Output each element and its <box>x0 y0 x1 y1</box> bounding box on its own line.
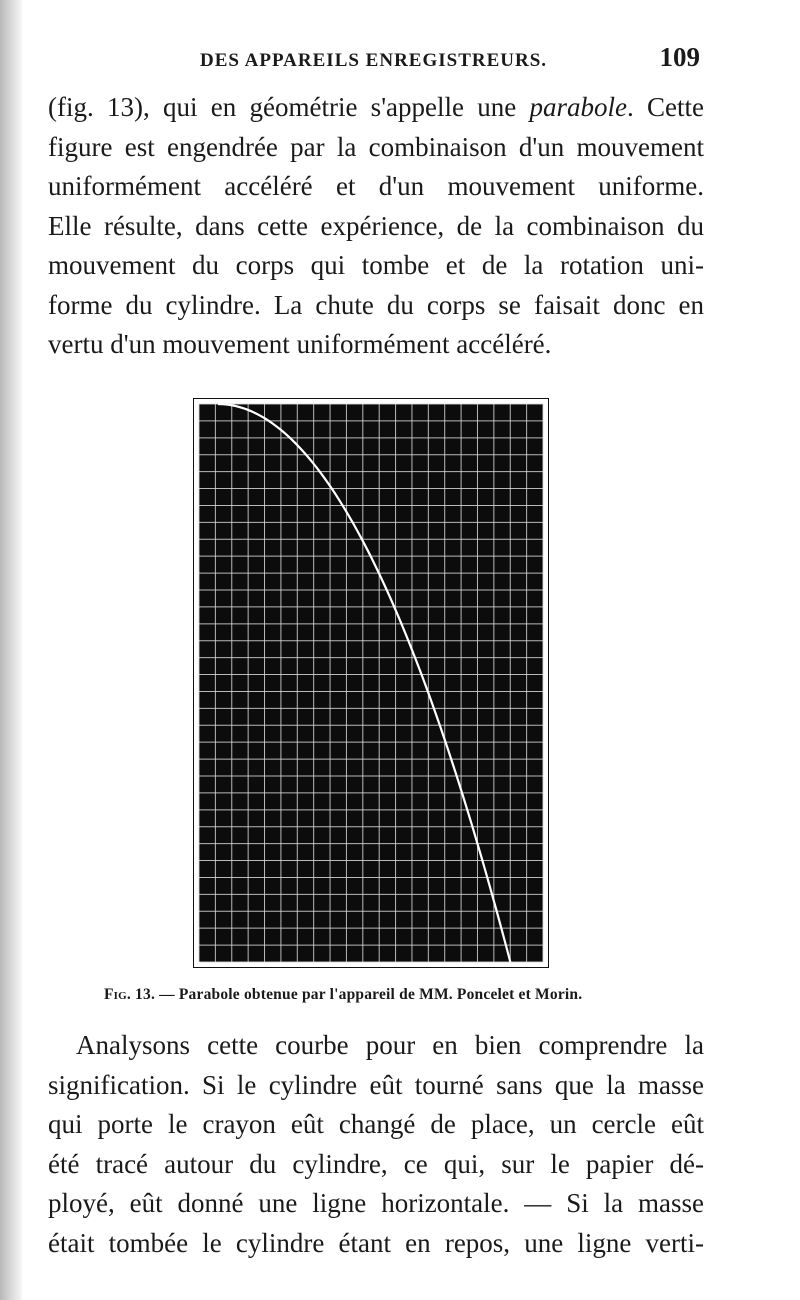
emphasis-parabole: parabole <box>529 92 628 122</box>
running-head <box>200 44 700 84</box>
figure-label: Fig. 13. <box>104 986 156 1003</box>
text-line: figure est engendrée par la combinaison d'un mouvement <box>48 131 704 162</box>
paragraph-2 <box>48 1026 704 1263</box>
text-line: été tracé autour du cylindre, ce qui, sur le papier dé- <box>48 1148 704 1179</box>
figure-background <box>199 404 543 962</box>
text-line: vertu d'un mouvement uniformément accéléré. <box>48 329 552 359</box>
text-line: forme du cylindre. La chute du corps se faisait donc en <box>48 289 704 320</box>
parabola-plot <box>193 398 549 968</box>
page-number: 109 <box>659 42 700 72</box>
text-line: signification. Si le cylindre eût tourné sans que la masse <box>48 1069 704 1100</box>
caption-text: — Parabole obtenue par l'appareil de MM. Poncelet et Morin. <box>159 986 583 1003</box>
figure-caption <box>104 986 582 1004</box>
figure-13-parabola <box>193 398 549 968</box>
text-line: Elle résulte, dans cette expérience, de la combinaison du <box>48 210 704 241</box>
text-line: (fig. 13), qui en géométrie s'appelle une parabole. Cette <box>48 92 705 122</box>
text-line: uniformément accéléré et d'un mouvement uniforme. <box>48 171 704 201</box>
paragraph-1 <box>48 88 704 365</box>
text-line: Analysons cette courbe pour en bien comprendre la <box>76 1030 704 1060</box>
running-title: DES APPAREILS ENREGISTREURS. <box>200 50 548 71</box>
text-line: ployé, eût donné une ligne horizontale. — Si la masse <box>48 1188 704 1218</box>
text-line: qui porte le crayon eût changé de place, un cercle eût <box>48 1109 704 1139</box>
text-line: mouvement du corps qui tombe et de la rotation uni- <box>48 250 704 280</box>
text-line: était tombée le cylindre étant en repos, une ligne verti- <box>48 1227 704 1258</box>
